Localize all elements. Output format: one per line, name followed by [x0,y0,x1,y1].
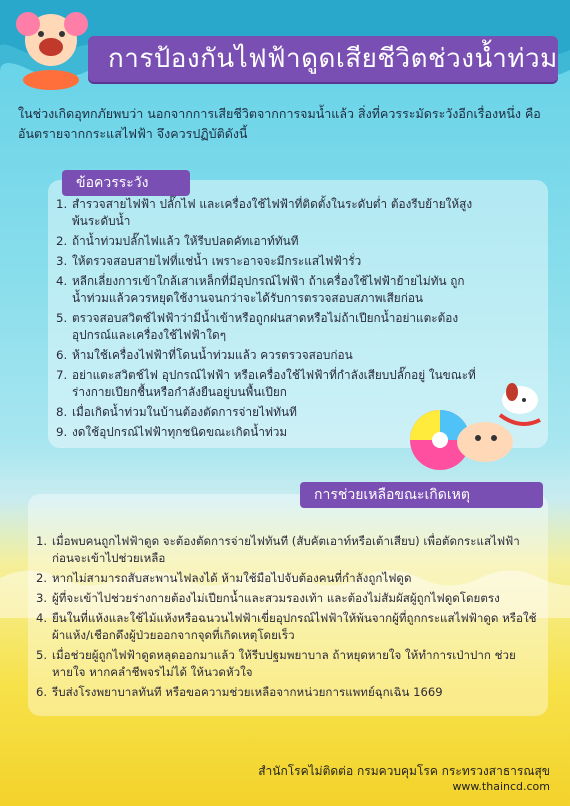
precautions-heading: ข้อควรระวัง [62,170,190,196]
item-number: 1. [56,197,68,211]
item-text: ยืนในที่แห้งและใช้ไม้แห้งหรือฉนวนไฟฟ้าเขี่ยอุปกรณ์ไฟฟ้าให้พ้นจากผู้ที่ถูกกระแสไฟฟ้าดูด หรือใช้ผ้าแห้ง/เชือกดึงผู้ป่วยออกจากจุดที่เกิดเหตุโดยเร็ว [52,611,537,642]
item-number: 5. [56,311,68,325]
list-item [56,196,476,230]
item-number: 3. [36,591,48,605]
item-text: รีบส่งโรงพยาบาลทันที หรือขอความช่วยเหลือจากหน่วยการแพทย์ฉุกเฉิน 1669 [52,685,443,699]
item-text: เมื่อเกิดน้ำท่วมในบ้านต้องตัดการจ่ายไฟทันที [72,405,297,419]
item-text: เมื่อพบคนถูกไฟฟ้าดูด จะต้องตัดการจ่ายไฟทันที (สับคัตเอาท์หรือเต้าเสียบ) เพื่อตัดกระแสไฟฟ้าก่อนจะเข้าไปช่วยเหลือ [52,534,520,565]
item-text: ตรวจสอบสวิตช์ไฟฟ้าว่ามีน้ำเข้าหรือถูกฝนสาดหรือไม่ถ้าเปียกน้ำอย่าแตะต้อง อุปกรณ์และเครื่องใช้ไฟฟ้าใดๆ [72,311,459,342]
footer-organization: สำนักโรคไม่ติดต่อ กรมควบคุมโรค กระทรวงสาธารณสุข [258,764,550,778]
list-item [56,253,476,270]
item-text: ให้ตรวจสอบสายไฟที่แช่น้ำ เพราะอาจจะมีกระแสไฟฟ้ารั่ว [72,254,362,268]
item-number: 6. [56,348,68,362]
swimming-kid-mascot [400,370,550,480]
list-item [36,570,541,587]
cartoon-girl-mascot [6,2,101,92]
page-title: การป้องกันไฟฟ้าดูดเสียชีวิตช่วงน้ำท่วม [88,36,558,82]
item-number: 1. [36,534,48,548]
item-text: หลีกเลี่ยงการเข้าใกล้เสาเหล็กที่มีอุปกรณ์ไฟฟ้า ถ้าเครื่องใช้ไฟฟ้าย้ายไม่ทัน ถูกน้ำท่วมแล้วควรหยุดใช้งานจนกว่าจะได้รับการตรวจสอบสภาพเสียก่อน [72,274,465,305]
item-text: งดใช้อุปกรณ์ไฟฟ้าทุกชนิดขณะเกิดน้ำท่วม [72,425,288,439]
item-number: 6. [36,685,48,699]
list-item [36,533,541,567]
item-number: 7. [56,368,68,382]
item-number: 2. [56,234,68,248]
list-item [36,610,541,644]
intro-paragraph: ในช่วงเกิดอุทกภัยพบว่า นอกจากการเสียชีวิตจากการจมน้ำแล้ว สิ่งที่ควรระมัดระวังอีกเรื่องหนึ่ง คือ อันตรายจากกระแสไฟฟ้า จึงควรปฏิบัติดังนี้ [18,106,541,141]
item-text: ห้ามใช้เครื่องไฟฟ้าที่โดนน้ำท่วมแล้ว ควรตรวจสอบก่อน [72,348,353,362]
item-number: 4. [36,611,48,625]
item-text: หากไม่สามารถสับสะพานไฟลงได้ ห้ามใช้มือไปจับต้องคนที่กำลังถูกไฟดูด [52,571,412,585]
list-item [36,647,541,681]
list-item [56,310,476,344]
list-item [56,347,476,364]
item-text: ผู้ที่จะเข้าไปช่วยร่างกายต้องไม่เปียกน้ำและสวมรองเท้า และต้องไม่สัมผัสผู้ถูกไฟดูดโดยตรง [52,591,500,605]
item-text: สำรวจสายไฟฟ้า ปลั๊กไฟ และเครื่องใช้ไฟฟ้าที่ติดตั้งในระดับต่ำ ต้องรีบย้ายให้สูงพ้นระดับน้ำ [72,197,473,228]
rescue-heading: การช่วยเหลือขณะเกิดเหตุ [300,482,543,508]
item-text: อย่าแตะสวิตช์ไฟ อุปกรณ์ไฟฟ้า หรือเครื่องใช้ไฟฟ้าที่กำลังเสียบปลั๊กอยู่ ในขณะที่ ร่างกายเปียกชื้นหรือกำลังยืนอยู่บนพื้นเปียก [72,368,476,399]
item-number: 8. [56,405,68,419]
item-number: 5. [36,648,48,662]
item-text: ถ้าน้ำท่วมปลั๊กไฟแล้ว ให้รีบปลดคัทเอาท์ทันที [72,234,299,248]
rescue-list [36,533,541,704]
list-item [56,273,476,307]
footer-website-link[interactable]: www.thaincd.com [452,780,550,793]
list-item [56,233,476,250]
list-item [36,684,541,701]
item-number: 3. [56,254,68,268]
list-item [36,590,541,607]
item-text: เมื่อช่วยผู้ถูกไฟฟ้าดูดหลุดออกมาแล้ว ให้รีบปฐมพยาบาล ถ้าหยุดหายใจ ให้ทำการเป่าปาก ช่วยหายใจ หากคลำชีพจรไม่ได้ ให้นวดหัวใจ [52,648,516,679]
item-number: 2. [36,571,48,585]
item-number: 4. [56,274,68,288]
item-number: 9. [56,425,68,439]
